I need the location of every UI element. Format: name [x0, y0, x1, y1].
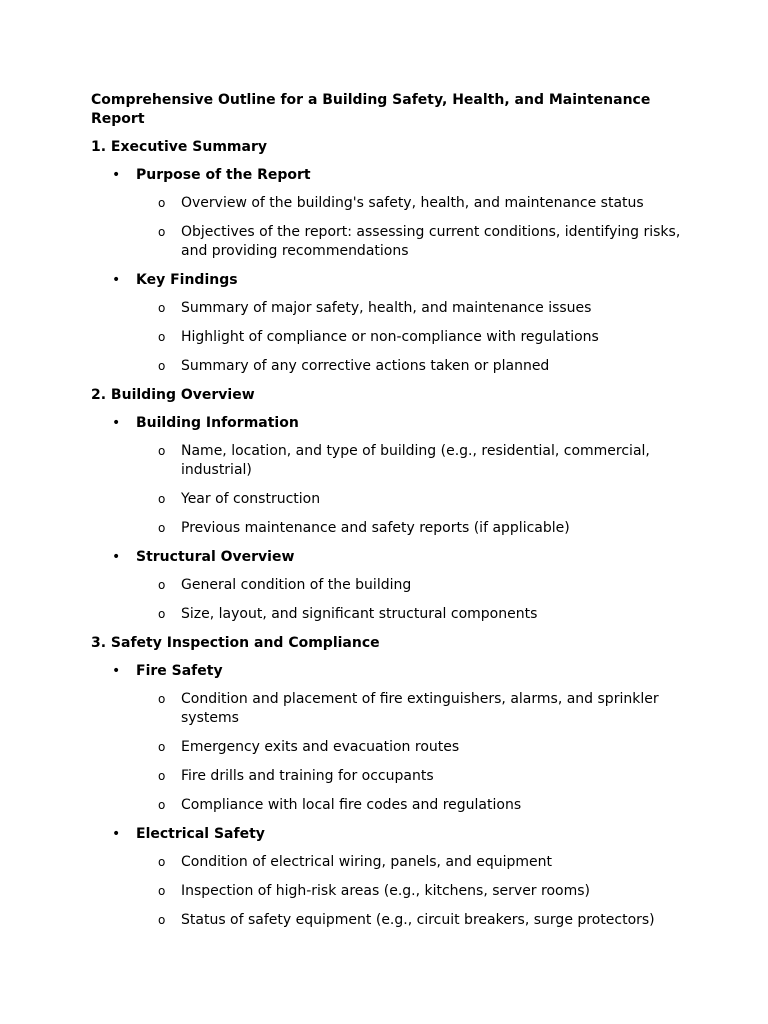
outline-subsection: [91, 825, 691, 930]
list-item: [91, 853, 681, 872]
list-item: [91, 796, 681, 815]
list-item-text: Status of safety equipment (e.g., circuit breakers, surge protectors): [181, 912, 655, 928]
list-item-text: Summary of major safety, health, and maintenance issues: [181, 300, 592, 316]
circle-bullet-icon: o: [158, 855, 166, 869]
list-item: [91, 194, 681, 213]
circle-bullet-icon: o: [158, 692, 166, 706]
subsection-heading-row: [91, 166, 691, 185]
bullet-icon: •: [112, 272, 121, 288]
list-item-text: Previous maintenance and safety reports (if applicable): [181, 520, 570, 536]
list-item-text: Fire drills and training for occupants: [181, 768, 434, 784]
list-item-text: Year of construction: [181, 491, 321, 507]
subsection-heading-row: [91, 271, 691, 290]
outline-subsection: [91, 166, 691, 261]
circle-bullet-icon: o: [158, 492, 166, 506]
list-item-text: Name, location, and type of building (e.g., residential, commercial, industrial): [181, 443, 650, 478]
list-item: [91, 223, 681, 261]
subsection-heading-row: [91, 662, 691, 681]
bullet-icon: •: [112, 167, 121, 183]
subsection-heading: Building Information: [136, 415, 299, 431]
bullet-icon: •: [112, 663, 121, 679]
bullet-icon: •: [112, 826, 121, 842]
circle-bullet-icon: o: [158, 798, 166, 812]
outline-section: [91, 386, 691, 624]
list-item: [91, 738, 681, 757]
subsection-heading-row: [91, 414, 691, 433]
list-item: [91, 357, 681, 376]
section-heading: 1. Executive Summary: [91, 139, 267, 155]
subsection-heading: Structural Overview: [136, 549, 295, 565]
list-item: [91, 576, 681, 595]
list-item-text: Compliance with local fire codes and regulations: [181, 797, 522, 813]
section-heading: 2. Building Overview: [91, 387, 255, 403]
list-item-text: General condition of the building: [181, 577, 412, 593]
list-item-text: Highlight of compliance or non-compliance with regulations: [181, 329, 599, 345]
circle-bullet-icon: o: [158, 359, 166, 373]
circle-bullet-icon: o: [158, 444, 166, 458]
circle-bullet-icon: o: [158, 301, 166, 315]
list-item: [91, 299, 681, 318]
list-item: [91, 328, 681, 347]
list-item-text: Size, layout, and significant structural components: [181, 606, 538, 622]
circle-bullet-icon: o: [158, 578, 166, 592]
list-item: [91, 882, 681, 901]
list-item-text: Inspection of high-risk areas (e.g., kitchens, server rooms): [181, 883, 590, 899]
list-item-text: Overview of the building's safety, health, and maintenance status: [181, 195, 644, 211]
subsection-heading: Fire Safety: [136, 663, 223, 679]
list-item-text: Condition of electrical wiring, panels, and equipment: [181, 854, 552, 870]
list-item: [91, 911, 681, 930]
list-item-text: Condition and placement of fire extinguishers, alarms, and sprinkler systems: [181, 691, 659, 726]
subsection-heading-row: [91, 548, 691, 567]
circle-bullet-icon: o: [158, 521, 166, 535]
list-item: [91, 605, 681, 624]
circle-bullet-icon: o: [158, 740, 166, 754]
outline-subsection: [91, 662, 691, 815]
subsection-heading-row: [91, 825, 691, 844]
list-item-text: Summary of any corrective actions taken or planned: [181, 358, 550, 374]
subsection-heading: Electrical Safety: [136, 826, 265, 842]
document-page: [91, 91, 691, 940]
list-item: [91, 490, 681, 509]
list-item: [91, 519, 681, 538]
subsection-heading: Key Findings: [136, 272, 238, 288]
circle-bullet-icon: o: [158, 884, 166, 898]
circle-bullet-icon: o: [158, 330, 166, 344]
list-item-text: Emergency exits and evacuation routes: [181, 739, 460, 755]
bullet-icon: •: [112, 549, 121, 565]
subsection-heading: Purpose of the Report: [136, 167, 311, 183]
outline: [91, 138, 691, 930]
circle-bullet-icon: o: [158, 196, 166, 210]
list-item-text: Objectives of the report: assessing current conditions, identifying risks, and providing recommendations: [181, 224, 681, 259]
circle-bullet-icon: o: [158, 607, 166, 621]
document-title: Comprehensive Outline for a Building Safety, Health, and Maintenance Report: [91, 92, 651, 127]
outline-section: [91, 138, 691, 376]
list-item: [91, 767, 681, 786]
section-heading: 3. Safety Inspection and Compliance: [91, 635, 380, 651]
list-item: [91, 442, 681, 480]
circle-bullet-icon: o: [158, 913, 166, 927]
outline-subsection: [91, 271, 691, 376]
circle-bullet-icon: o: [158, 225, 166, 239]
bullet-icon: •: [112, 415, 121, 431]
outline-subsection: [91, 548, 691, 624]
circle-bullet-icon: o: [158, 769, 166, 783]
list-item: [91, 690, 681, 728]
outline-section: [91, 634, 691, 930]
outline-subsection: [91, 414, 691, 538]
